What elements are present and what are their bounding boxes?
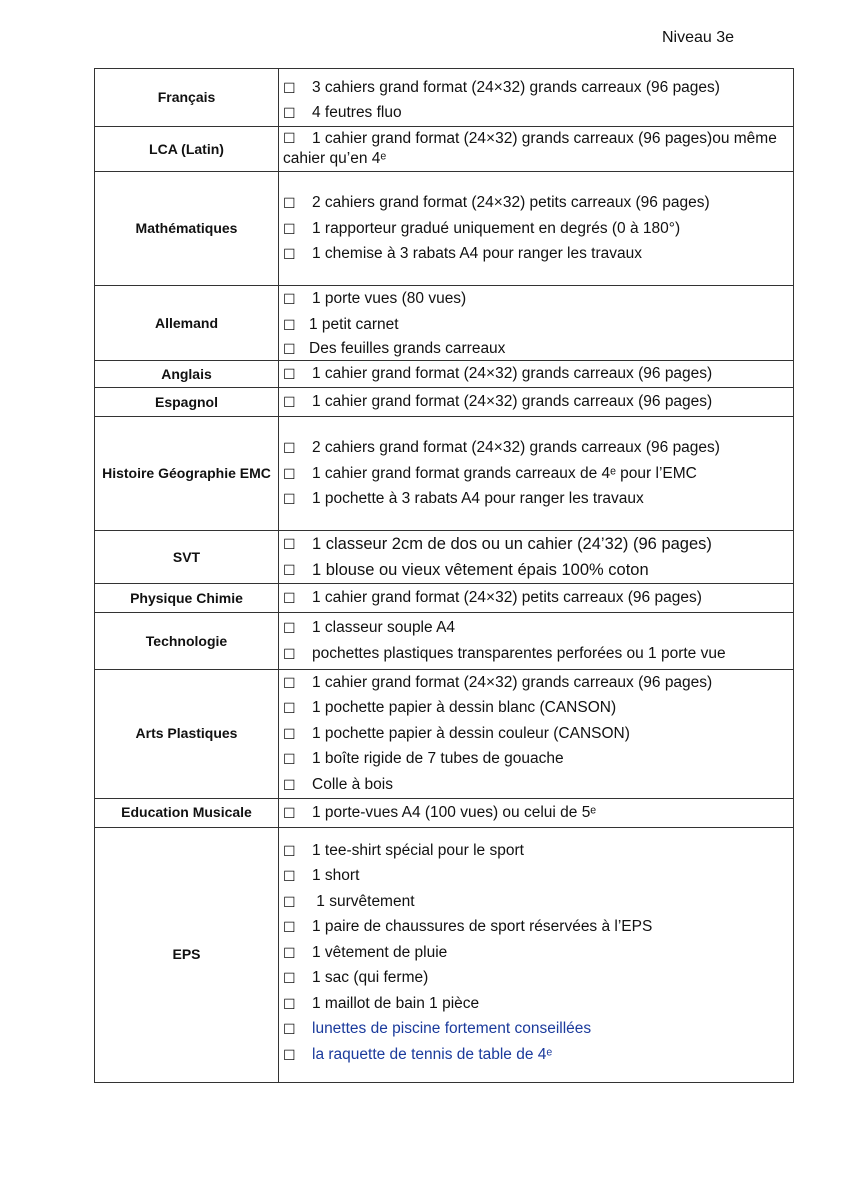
- row-musique: [95, 798, 794, 827]
- subject-name: Anglais: [95, 361, 279, 388]
- subject-items: [279, 670, 794, 799]
- checkbox-icon[interactable]: ☐: [283, 868, 296, 884]
- checkbox-icon[interactable]: ☐: [283, 291, 296, 308]
- row-histoire: [95, 417, 794, 531]
- checkbox-icon[interactable]: ☐: [283, 590, 296, 606]
- subject-items: [279, 798, 794, 827]
- list-item: ☐ 1 classeur souple A4: [283, 619, 456, 637]
- list-item: ☐ 2 cahiers grand format (24×32) petits carreaux (96 pages): [283, 194, 710, 211]
- checkbox-icon[interactable]: ☐: [283, 725, 296, 742]
- list-item: ☐ 1 cahier grand format (24×32) grands carreaux (96 pages): [283, 673, 713, 691]
- list-item: ☐ 1 vêtement de pluie: [283, 943, 448, 961]
- checkbox-icon[interactable]: ☐: [283, 340, 296, 357]
- list-item: ☐ 1 pochette papier à dessin couleur (CANSON): [283, 724, 630, 742]
- checkbox-icon[interactable]: ☐: [283, 1046, 296, 1063]
- checkbox-icon[interactable]: ☐: [283, 562, 296, 578]
- list-item: ☐ 1 porte vues (80 vues): [283, 290, 467, 308]
- list-item: ☐ lunettes de piscine fortement conseillées: [283, 1020, 592, 1037]
- list-item: ☐ 1 petit carnet: [283, 315, 399, 333]
- checkbox-icon[interactable]: ☐: [283, 105, 296, 122]
- checkbox-icon[interactable]: ☐: [283, 440, 296, 456]
- row-physique: [95, 584, 794, 613]
- subject-items: [279, 69, 794, 127]
- checkbox-icon[interactable]: ☐: [283, 751, 296, 768]
- list-item: ☐ 1 cahier grand format (24×32) grands carreaux (96 pages): [283, 365, 713, 382]
- list-item: ☐ Colle à bois: [283, 775, 393, 793]
- checkbox-icon[interactable]: ☐: [283, 195, 296, 211]
- subject-items: [279, 361, 794, 388]
- row-eps: [95, 827, 794, 1082]
- supplies-table: [94, 68, 794, 1083]
- list-item: ☐ 1 cahier grand format (24×32) grands carreaux (96 pages): [283, 393, 713, 410]
- subject-items: [279, 172, 794, 286]
- list-item: ☐ Des feuilles grands carreaux: [283, 339, 506, 357]
- list-item: ☐ pochettes plastiques transparentes perforées ou 1 porte vue: [283, 644, 726, 662]
- subject-name: Français: [95, 69, 279, 127]
- subject-items: [279, 584, 794, 613]
- subject-name: SVT: [95, 531, 279, 584]
- list-item: ☐ 3 cahiers grand format (24×32) grands carreaux (96 pages): [283, 78, 720, 96]
- checkbox-icon[interactable]: ☐: [283, 220, 296, 237]
- list-item: ☐ 1 cahier grand format (24×32) grands carreaux (96 pages)ou même cahier qu’en 4ᵉ: [283, 130, 777, 167]
- checkbox-icon[interactable]: ☐: [283, 491, 296, 507]
- row-svt: [95, 531, 794, 584]
- list-item: ☐ 1 blouse ou vieux vêtement épais 100% coton: [283, 560, 649, 579]
- row-latin: [95, 127, 794, 172]
- list-item: ☐ 1 cahier grand format (24×32) petits carreaux (96 pages): [283, 589, 702, 606]
- list-item: ☐ 1 pochette à 3 rabats A4 pour ranger les travaux: [283, 490, 644, 507]
- subject-name: Education Musicale: [95, 798, 279, 827]
- checkbox-icon[interactable]: ☐: [283, 130, 296, 146]
- subject-name: Espagnol: [95, 388, 279, 417]
- subject-items: [279, 613, 794, 670]
- list-item: ☐ 1 maillot de bain 1 pièce: [283, 994, 480, 1012]
- row-arts: [95, 670, 794, 799]
- checkbox-icon[interactable]: ☐: [283, 620, 296, 637]
- checkbox-icon[interactable]: ☐: [283, 246, 296, 262]
- checkbox-icon[interactable]: ☐: [283, 700, 296, 717]
- row-allemand: [95, 286, 794, 361]
- checkbox-icon[interactable]: ☐: [283, 776, 296, 793]
- subject-items: [279, 286, 794, 361]
- checkbox-icon[interactable]: ☐: [283, 316, 296, 333]
- checkbox-icon[interactable]: ☐: [283, 970, 296, 986]
- list-item: ☐ 1 paire de chaussures de sport réservées à l’EPS: [283, 918, 653, 935]
- list-item: ☐ 1 survêtement: [283, 892, 415, 910]
- list-item: ☐ 1 tee-shirt spécial pour le sport: [283, 841, 524, 859]
- row-technologie: [95, 613, 794, 670]
- subject-name: Technologie: [95, 613, 279, 670]
- list-item: ☐ 1 porte-vues A4 (100 vues) ou celui de 5ᵉ: [283, 803, 597, 821]
- row-francais: [95, 69, 794, 127]
- checkbox-icon[interactable]: ☐: [283, 465, 296, 482]
- checkbox-icon[interactable]: ☐: [283, 79, 296, 96]
- checkbox-icon[interactable]: ☐: [283, 804, 296, 821]
- checkbox-icon[interactable]: ☐: [283, 919, 296, 935]
- list-item: ☐ 1 sac (qui ferme): [283, 969, 429, 986]
- checkbox-icon[interactable]: ☐: [283, 394, 296, 410]
- subject-items: [279, 388, 794, 417]
- subject-items: [279, 827, 794, 1082]
- checkbox-icon[interactable]: ☐: [283, 536, 296, 552]
- list-item: ☐ 1 classeur 2cm de dos ou un cahier (24’32) (96 pages): [283, 534, 712, 553]
- list-item: ☐ 1 cahier grand format grands carreaux de 4ᵉ pour l’EMC: [283, 464, 697, 482]
- list-item: ☐ la raquette de tennis de table de 4ᵉ: [283, 1045, 553, 1063]
- list-item: ☐ 1 chemise à 3 rabats A4 pour ranger les travaux: [283, 245, 642, 262]
- subject-name: Histoire Géographie EMC: [95, 417, 279, 531]
- subject-name: Mathématiques: [95, 172, 279, 286]
- subject-name: Allemand: [95, 286, 279, 361]
- list-item: ☐ 4 feutres fluo: [283, 104, 402, 122]
- subject-items: [279, 531, 794, 584]
- row-maths: [95, 172, 794, 286]
- list-item: ☐ 1 pochette papier à dessin blanc (CANSON): [283, 699, 617, 717]
- checkbox-icon[interactable]: ☐: [283, 893, 296, 910]
- checkbox-icon[interactable]: ☐: [283, 674, 296, 691]
- subject-items: [279, 127, 794, 172]
- row-anglais: [95, 361, 794, 388]
- list-item: ☐ 1 rapporteur gradué uniquement en degrés (0 à 180°): [283, 219, 681, 237]
- row-espagnol: [95, 388, 794, 417]
- checkbox-icon[interactable]: ☐: [283, 366, 296, 382]
- subject-name: LCA (Latin): [95, 127, 279, 172]
- list-item: ☐ 2 cahiers grand format (24×32) grands carreaux (96 pages): [283, 439, 720, 456]
- checkbox-icon[interactable]: ☐: [283, 645, 296, 662]
- subject-items: [279, 417, 794, 531]
- checkbox-icon[interactable]: ☐: [283, 1021, 296, 1037]
- list-item: ☐ 1 boîte rigide de 7 tubes de gouache: [283, 750, 564, 768]
- list-item: ☐ 1 short: [283, 867, 360, 884]
- checkbox-icon[interactable]: ☐: [283, 944, 296, 961]
- subject-name: EPS: [95, 827, 279, 1082]
- checkbox-icon[interactable]: ☐: [283, 842, 296, 859]
- checkbox-icon[interactable]: ☐: [283, 995, 296, 1012]
- level-label: Niveau 3e: [662, 29, 735, 46]
- subject-name: Arts Plastiques: [95, 670, 279, 799]
- subject-name: Physique Chimie: [95, 584, 279, 613]
